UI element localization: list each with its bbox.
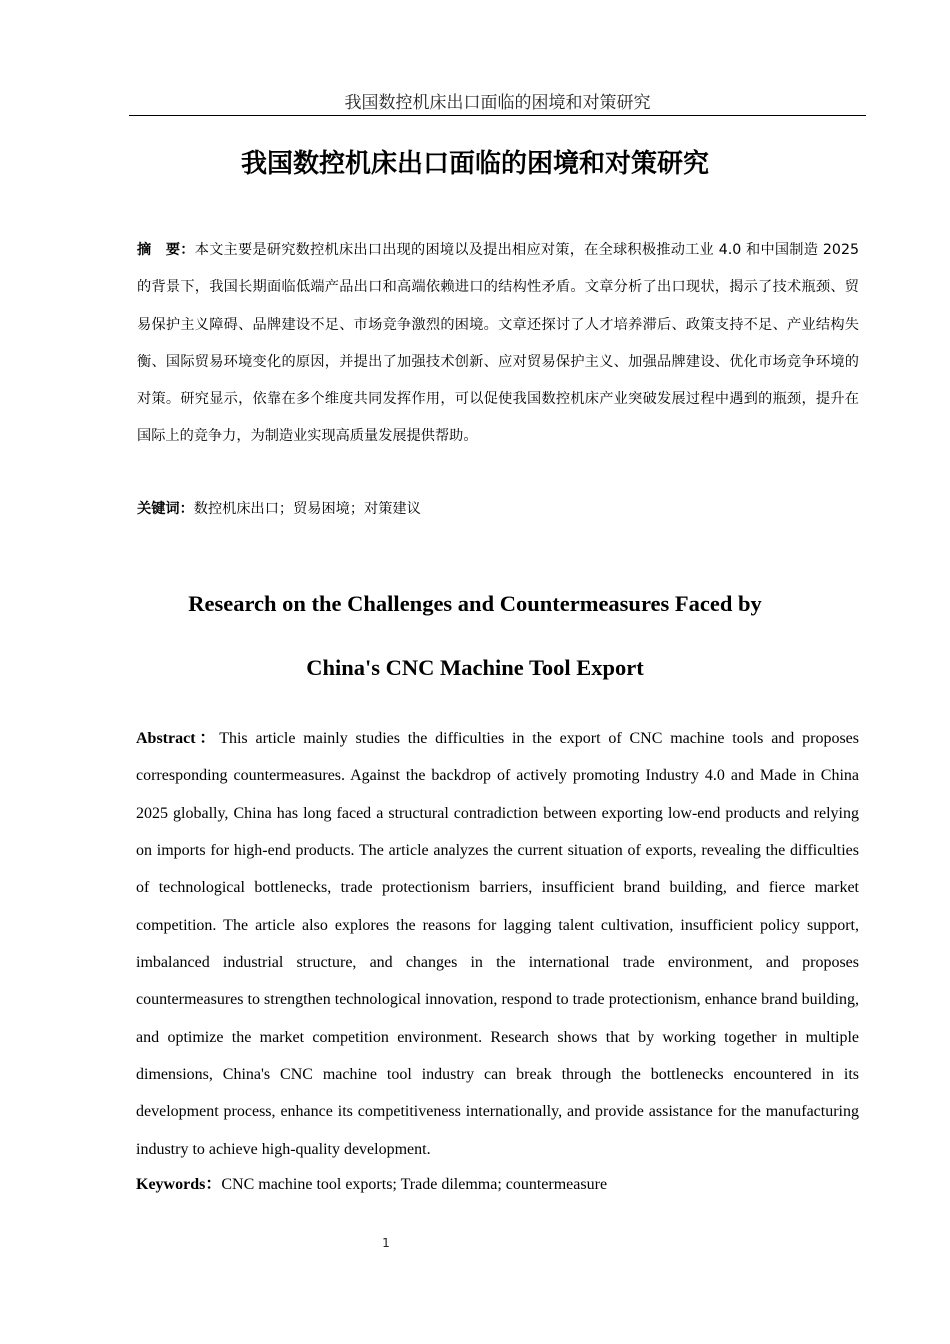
english-keywords [136, 1170, 859, 1200]
chinese-keywords-text: 数控机床出口；贸易困境；对策建议 [193, 501, 421, 517]
english-title-line-1: Research on the Challenges and Countermeasures Faced by [188, 591, 762, 616]
header-rule [129, 115, 866, 116]
english-keywords-label: Keywords： [136, 1176, 222, 1193]
chinese-abstract-text: 本文主要是研究数控机床出口出现的困境以及提出相应对策，在全球积极推动工业 4.0 和中国制造 2025 的背景下，我国长期面临低端产品出口和高端依赖进口的结构性矛盾。文章分析了出口现状，揭示了技术瓶颈、贸易保护主义障碍、品牌建设不足、市场竞争激烈的困境。文章还探讨了人才培养滞后、政策支持不足、产业结构失衡、国际贸易环境变化的原因，并提出了加强技术创新、应对贸易保护主义、加强品牌建设、优化市场竞争环境的对策。研究显示，依靠在多个维度共同发挥作用，可以促使我国数控机床产业突破发展过程中遇到的瓶颈，提升在国际上的竞争力，为制造业实现高质量发展提供帮助。 [137, 242, 859, 445]
english-abstract-text: This article mainly studies the difficulties in the export of CNC machine tools and proposes corresponding countermeasures. Against the backdrop of actively promoting Industry 4.0 and Made in China 2025 globally, China has long faced a structural contradiction between exporting low-end products and relying on imports for high-end products. The article analyzes the current situation of exports, revealing the difficulties of technological bottlenecks, trade protectionism barriers, insufficient brand building, and fierce market competition. The article also explores the reasons for lagging talent cultivation, insufficient policy support, imbalanced industrial structure, and changes in the international trade environment, and proposes countermeasures to strengthen technological innovation, respond to trade protectionism, enhance brand building, and optimize the market competition environment. Research shows that by working together in multiple dimensions, China's CNC machine tool industry can break through the bottlenecks encountered in its development process, enhance its competitiveness internationally, and provide assistance for the manufacturing industry to achieve high-quality development. [136, 730, 859, 1158]
chinese-keywords [137, 492, 859, 526]
english-abstract-label: Abstract： [136, 730, 220, 747]
running-header: 我国数控机床出口面临的困境和对策研究 [344, 93, 651, 113]
chinese-title: 我国数控机床出口面临的困境和对策研究 [240, 149, 709, 179]
english-keywords-text: CNC machine tool exports; Trade dilemma; countermeasure [221, 1176, 608, 1193]
english-title-line-2: China's CNC Machine Tool Export [306, 655, 644, 680]
english-abstract [136, 720, 859, 1168]
chinese-keywords-label: 关键词： [137, 501, 194, 517]
chinese-abstract [137, 232, 859, 456]
english-title [0, 572, 950, 700]
chinese-abstract-label: 摘 要： [137, 242, 195, 258]
page-number: 1 [382, 1236, 390, 1250]
